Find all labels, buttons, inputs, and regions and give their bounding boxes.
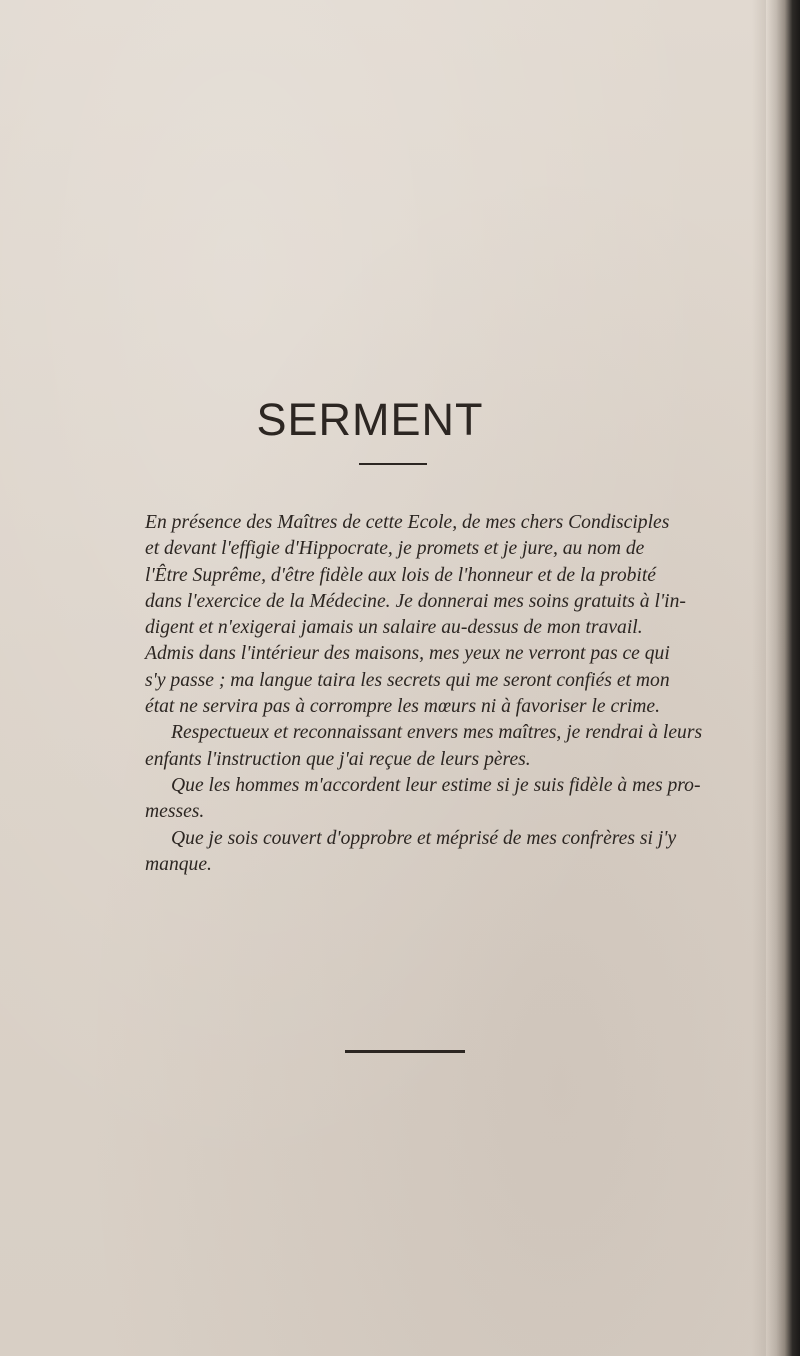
oath-line: dans l'exercice de la Médecine. Je donnerai mes soins gratuits à l'in-: [145, 590, 686, 612]
oath-line: Que les hommes m'accordent leur estime si je suis fidèle à mes pro-: [171, 774, 701, 796]
oath-line: messes.: [145, 801, 205, 823]
page-title: SERMENT: [256, 394, 484, 446]
bottom-divider: [345, 1050, 465, 1053]
oath-line: Admis dans l'intérieur des maisons, mes yeux ne verront pas ce qui: [145, 643, 670, 665]
oath-line: l'Être Suprême, d'être fidèle aux lois de l'honneur et de la probité: [145, 564, 657, 586]
oath-line: En présence des Maîtres de cette Ecole, de mes chers Condisciples: [145, 512, 670, 533]
title-divider: [359, 463, 427, 465]
oath-line: Que je sois couvert d'opprobre et méprisé de mes confrères si j'y: [171, 827, 677, 849]
oath-line: s'y passe ; ma langue taira les secrets qui me seront confiés et mon: [145, 669, 670, 691]
oath-line: état ne servira pas à corrompre les mœurs ni à favoriser le crime.: [145, 696, 661, 718]
oath-line: digent et n'exigerai jamais un salaire au-dessus de mon travail.: [145, 617, 643, 639]
oath-line: et devant l'effigie d'Hippocrate, je promets et je jure, au nom de: [145, 538, 645, 560]
oath-text: [145, 510, 775, 878]
oath-line: enfants l'instruction que j'ai reçue de leurs pères.: [145, 748, 531, 770]
oath-line: manque.: [145, 853, 212, 875]
oath-line: Respectueux et reconnaissant envers mes maîtres, je rendrai à leurs: [171, 722, 703, 744]
